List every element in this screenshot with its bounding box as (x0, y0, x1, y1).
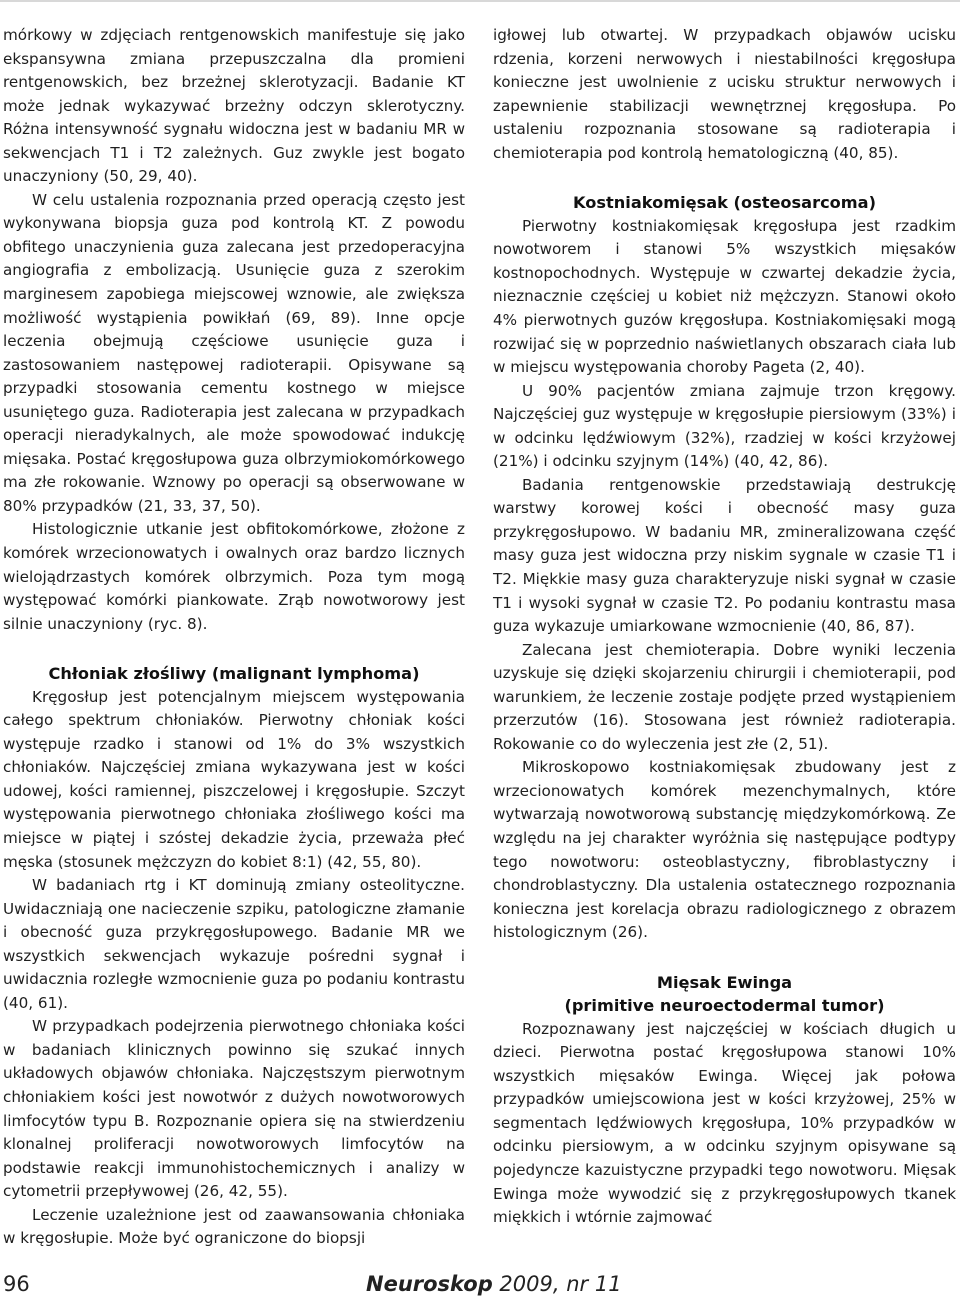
journal-name: Neuroskop (366, 1272, 493, 1296)
paragraph: Badania rentgenowskie przedstawiają destrukcję warstwy korowej kości i obecność masy guza przykręgosłupowo. W badaniu MR, zmineralizowana część masy guza jest widoczna przy niskim sygnale w czasie T1 i T2. Miękkie masy guza charakteryzuje niski sygnał w czasie T1 i wysoki sygnał w czasie T2. Po podaniu kontrastu masa guza wykazuje umiarkowane wzmocnienie (40, 86, 87). (493, 475, 956, 636)
right-column (493, 24, 956, 1230)
left-column (3, 24, 465, 1251)
section-heading-osteosarcoma: Kostniakomięsak (osteosarcoma) (573, 193, 876, 213)
section-heading-lymphoma: Chłoniak złośliwy (malignant lymphoma) (48, 664, 420, 684)
section-heading-ewing-subtitle: (primitive neuroectodermal tumor) (564, 996, 885, 1016)
page-number: 96 (3, 1272, 30, 1296)
paragraph: W celu ustalenia rozpoznania przed operacją często jest wykonywana biopsja guza pod kontrolą KT. Z powodu obfitego unaczynienia guza zalecana jest przedoperacyjna angiografia z embolizacją. Usunięcie guza z szerokim marginesem zapobiega miejscowej wznowie, ale zwiększa możliwość wystąpienia powikłań (69, 89). Inne opcje leczenia obejmują częściowe usunięcie guza i zastosowaniem następowej radioterapii. Opisywane są przypadki stosowania cementu kostnego w miejsce usuniętego guza. Radioterapia jest zalecana w przypadkach operacji nieradykalnych, ale może spowodować indukcję mięsaka. Postać kręgosłupowa guza olbrzymiokomórkowego ma złe rokowanie. Wznowy po operacji są obserwowane w 80% przypadków (21, 33, 37, 50). (3, 190, 465, 515)
paragraph: Mikroskopowo kostniakomięsak zbudowany jest z wrzecionowatych komórek mezenchymalnych, które wytwarzają nowotworową substancję międzykomórkową. Ze względu na jej charakter wyróżnia się następujące podtypy tego nowotworu: osteoblastyczny, fibroblastyczny i chondroblastyczny. Dla ustalenia ostatecznego rozpoznania konieczna jest korelacja obrazu radiologicznego z obrazem histologicznym (26). (493, 758, 956, 942)
paragraph: mórkowy w zdjęciach rentgenowskich manifestuje się jako ekspansywna zmiana przepuszczalna dla promieni rentgenowskich, bez brzeżnej sklerotyzacji. Badanie KT może jednak wykazywać brzeżny odczyn sklerotyczny. Różna intensywność sygnału widoczna jest w badaniu MR w sekwencjach T1 i T2 zależnych. Guz zwykle jest bogato unaczyniony (50, 29, 40). (3, 26, 465, 186)
paragraph: Histologicznie utkanie jest obfitokomórkowe, złożone z komórek wrzecionowatych i owalnych oraz bardzo licznych wielojądrzastych komórek olbrzymich. Poza tym mogą występować komórki piankowate. Zrąb nowotworowy jest silnie unaczyniony (ryc. 8). (3, 520, 465, 633)
paragraph: Zalecana jest chemioterapia. Dobre wyniki leczenia uzyskuje się dzięki skojarzeniu chirurgii i chemioterapii, pod warunkiem, że leczenie zostaje podjęte przed wystąpieniem przerzutów (16). Stosowana jest również radioterapia. Rokowanie co do wyleczenia jest złe (2, 51). (493, 640, 956, 753)
paragraph: W przypadkach podejrzenia pierwotnego chłoniaka kości w badaniach klinicznych powinno się szukać innych układowych objawów chłoniaka. Najczęstszym pierwotnym chłoniakiem kości jest nowotwór z dużych nowotworowych limfocytów typu B. Rozpoznanie opiera się na stwierdzeniu klonalnej proliferacji nowotworowych limfocytów na podstawie reakcji immunohistochemicznych i analizy w cytometrii przepływowej (26, 42, 55). (3, 1017, 465, 1201)
journal-issue: 2009, nr 11 (499, 1272, 622, 1296)
paragraph: Pierwotny kostniakomięsak kręgosłupa jest rzadkim nowotworem i stanowi 5% wszystkich mięsaków kostnopochodnych. Występuje w czwartej dekadzie życia, nieznacznie częściej u kobiet niż mężczyzn. Stanowi około 4% pierwotnych guzów kręgosłupa. Kostniakomięsaki mogą rozwijać się w poprzednio naświetlanych obszarach ciała lub w miejscu występowania choroby Pageta (2, 40). (493, 216, 956, 377)
top-rule (0, 0, 960, 2)
journal-footer (366, 1272, 622, 1296)
section-heading-ewing: Mięsak Ewinga (656, 972, 793, 992)
paragraph: U 90% pacjentów zmiana zajmuje trzon kręgowy. Najczęściej guz występuje w kręgosłupie piersiowym (33%) i w odcinku lędźwiowym (32%), rzadziej w kości krzyżowej (21%) i odcinku szyjnym (14%) (40, 42, 86). (493, 381, 956, 471)
paragraph: Rozpoznawany jest najczęściej w kościach długich u dzieci. Pierwotna postać kręgosłupowa stanowi 10% wszystkich mięsaków Ewinga. Więcej jak połowa przypadków umiejscowiona jest w kości krzyżowej, 25% w segmentach lędźwiowych kręgosłupa, 10% przypadków w odcinku piersiowym, a w odcinku szyjnym opisywane są pojedyncze kazuistyczne przypadki tego nowotworu. Mięsak Ewinga może wywodzić się z przykręgosłupowych tkanek miękkich i wtórnie zajmować (493, 1019, 956, 1227)
paragraph: Kręgosłup jest potencjalnym miejscem występowania całego spektrum chłoniaków. Pierwotny chłoniak kości występuje rzadko i stanowi od 1% do 3% wszystkich chłoniaków. Najczęściej zmiana wykazywana jest w kości udowej, kości ramiennej, piszczelowej i kręgosłupie. Szczyt występowania pierwotnego chłoniaka złośliwego kości ma miejsce w piątej i szóstej dekadzie życia, przeważa płeć męska (stosunek mężczyzn do kobiet 8:1) (42, 55, 80). (3, 687, 465, 871)
paragraph: W badaniach rtg i KT dominują zmiany osteolityczne. Uwidaczniają one nacieczenie szpiku, patologiczne złamanie i obecność guza przykręgosłupowego. Badanie MR we wszystkich sekwencjach wykazuje pośredni sygnał i uwidacznia rozległe wzmocnienie guza po podaniu kontrastu (40, 61). (3, 876, 465, 1012)
paragraph: Leczenie uzależnione jest od zaawansowania chłoniaka w kręgosłupie. Może być ograniczone do biopsji (3, 1205, 465, 1248)
paragraph: igłowej lub otwartej. W przypadkach objawów ucisku rdzenia, korzeni nerwowych i niestabilności kręgosłupa konieczne jest uwolnienie z ucisku struktur nerwowych i zapewnienie stabilizacji wewnętrznej kręgosłupa. Po ustaleniu rozpoznania stosowane są radioterapia i chemioterapia pod kontrolą hematologiczną (40, 85). (493, 26, 956, 162)
